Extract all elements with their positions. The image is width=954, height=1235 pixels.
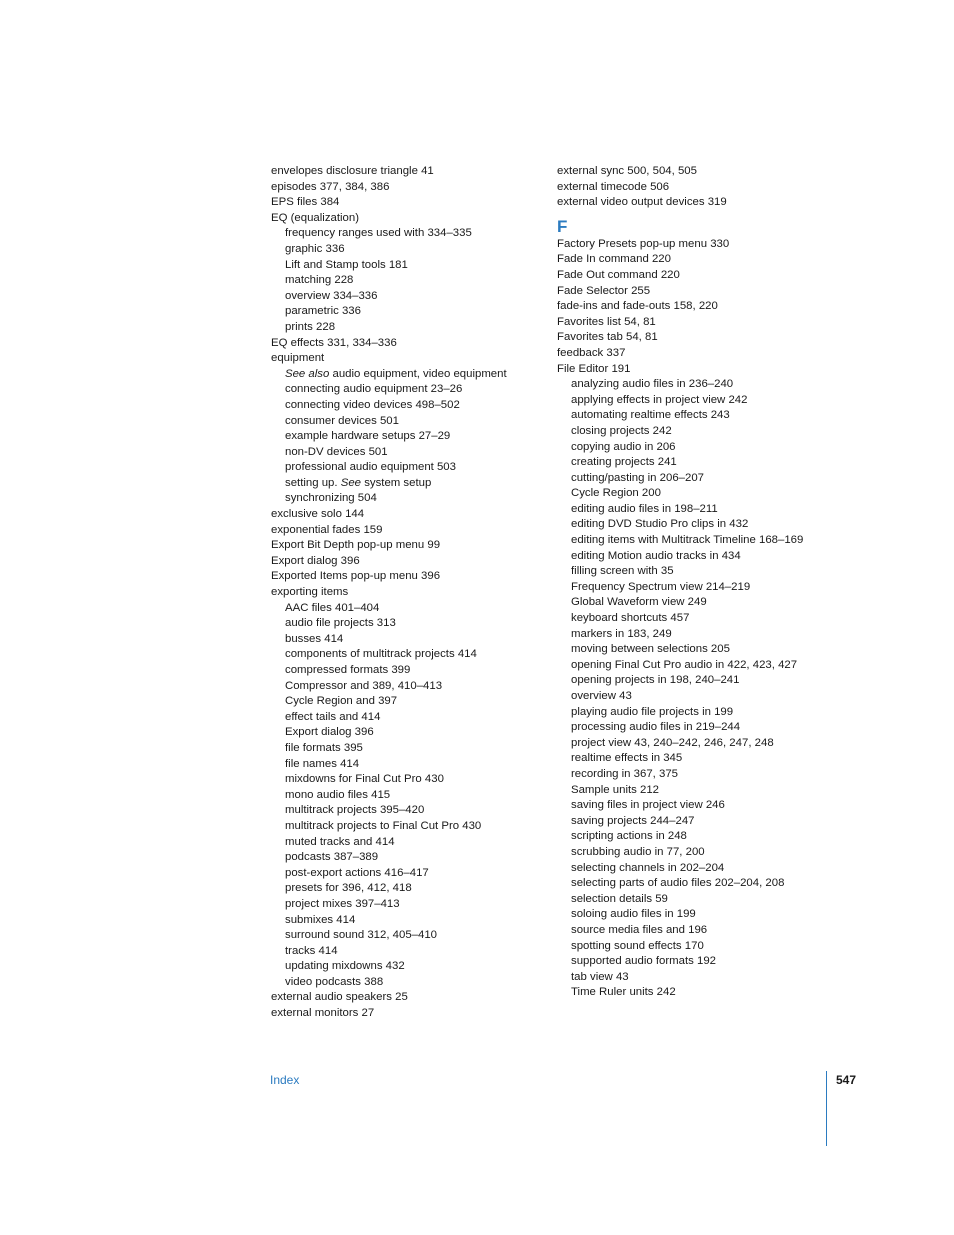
index-subentry: submixes 414 — [285, 913, 356, 926]
section-letter-f: F — [557, 216, 568, 236]
index-subentry: source media files and 196 — [571, 923, 708, 936]
index-subentry: components of multitrack projects 414 — [285, 648, 477, 661]
index-subentry: example hardware setups 27–29 — [285, 430, 451, 443]
index-entry: Exported Items pop-up menu 396 — [271, 570, 441, 583]
index-entry: Export dialog 396 — [271, 554, 360, 567]
index-subentry: selecting channels in 202–204 — [571, 861, 725, 874]
index-subentry: project mixes 397–413 — [285, 897, 400, 910]
index-subentry: updating mixdowns 432 — [285, 960, 405, 973]
index-subentry: copying audio in 206 — [571, 440, 676, 453]
index-group-f — [557, 237, 847, 1001]
index-entry: external timecode 506 — [557, 180, 670, 193]
index-subentry: video podcasts 388 — [285, 975, 384, 988]
index-subentry: synchronizing 504 — [285, 492, 377, 505]
index-subentry: audio file projects 313 — [285, 617, 396, 630]
index-subentry: Sample units 212 — [571, 783, 660, 796]
index-subentry: Cycle Region and 397 — [285, 695, 398, 708]
index-subentry: scripting actions in 248 — [571, 830, 687, 843]
index-subentry: editing items with Multitrack Timeline 168–169 — [571, 534, 804, 547]
index-subentry: recording in 367, 375 — [571, 767, 679, 780]
index-subentry: keyboard shortcuts 457 — [571, 612, 690, 625]
index-subentry: selecting parts of audio files 202–204, 208 — [571, 877, 785, 890]
index-entry: external audio speakers 25 — [271, 991, 408, 1004]
index-subentry: connecting video devices 498–502 — [285, 398, 460, 411]
index-subentry: Cycle Region 200 — [571, 487, 661, 500]
index-subentry: markers in 183, 249 — [571, 627, 672, 640]
index-subentry: opening Final Cut Pro audio in 422, 423, 427 — [571, 658, 798, 671]
index-entry: Fade Out command 220 — [557, 268, 680, 281]
index-entry: EQ effects 331, 334–336 — [271, 336, 397, 349]
index-subentry: creating projects 241 — [571, 456, 677, 469]
index-entry: Export Bit Depth pop-up menu 99 — [271, 539, 441, 552]
index-column-right — [557, 164, 847, 1001]
index-subentry: Global Waveform view 249 — [571, 596, 707, 609]
index-entry: Fade Selector 255 — [557, 284, 651, 297]
index-subentry: analyzing audio files in 236–240 — [571, 378, 734, 391]
index-entry: Favorites list 54, 81 — [557, 315, 656, 328]
index-subentry: muted tracks and 414 — [285, 835, 395, 848]
index-subentry: AAC files 401–404 — [285, 601, 380, 614]
index-subentry: See also audio equipment, video equipment — [285, 367, 507, 380]
index-subentry: supported audio formats 192 — [571, 955, 717, 968]
index-entry: envelopes disclosure triangle 41 — [271, 165, 434, 177]
index-subentry: post-export actions 416–417 — [285, 866, 429, 879]
index-entry: Fade In command 220 — [557, 253, 671, 266]
index-subentry: setting up. See system setup — [285, 476, 432, 489]
index-entry: external sync 500, 504, 505 — [557, 165, 697, 177]
index-subentry: Lift and Stamp tools 181 — [285, 258, 408, 271]
index-entry: feedback 337 — [557, 346, 626, 359]
index-subentry: tab view 43 — [571, 970, 629, 983]
index-subentry: mixdowns for Final Cut Pro 430 — [285, 773, 444, 786]
index-subentry: mono audio files 415 — [285, 788, 391, 801]
index-subentry: compressed formats 399 — [285, 664, 411, 676]
index-subentry: processing audio files in 219–244 — [571, 721, 741, 734]
footer-divider-line — [826, 1071, 827, 1146]
index-subentry: selection details 59 — [571, 892, 668, 905]
index-subentry: presets for 396, 412, 418 — [285, 882, 412, 895]
index-subentry: moving between selections 205 — [571, 643, 730, 656]
footer-section-label: Index — [270, 1073, 300, 1087]
index-subentry: overview 43 — [571, 690, 632, 702]
index-entry: fade-ins and fade-outs 158, 220 — [557, 300, 718, 313]
index-subentry: prints 228 — [285, 320, 336, 333]
index-subentry: cutting/pasting in 206–207 — [571, 471, 704, 484]
index-subentry: playing audio file projects in 199 — [571, 705, 734, 718]
index-subentry: saving files in project view 246 — [571, 799, 725, 812]
index-entry: Favorites tab 54, 81 — [557, 331, 658, 344]
index-entry: EQ (equalization) — [271, 211, 360, 224]
index-column-left — [271, 164, 541, 1022]
index-subentry: closing projects 242 — [571, 424, 672, 437]
index-subentry: graphic 336 — [285, 242, 345, 255]
index-subentry: multitrack projects to Final Cut Pro 430 — [285, 819, 482, 832]
index-subentry: overview 334–336 — [285, 289, 378, 302]
index-entry: external monitors 27 — [271, 1007, 375, 1020]
index-entry: EPS files 384 — [271, 196, 340, 209]
index-subentry: Time Ruler units 242 — [571, 986, 676, 999]
index-subentry: busses 414 — [285, 632, 344, 645]
index-entry: exponential fades 159 — [271, 523, 383, 536]
index-subentry: realtime effects in 345 — [571, 752, 683, 765]
index-group-e-continued — [557, 164, 847, 211]
index-subentry: project view 43, 240–242, 246, 247, 248 — [571, 736, 774, 749]
index-subentry: file formats 395 — [285, 741, 363, 754]
index-subentry: parametric 336 — [285, 305, 361, 318]
index-subentry: filling screen with 35 — [571, 565, 674, 578]
index-subentry: editing DVD Studio Pro clips in 432 — [571, 518, 749, 531]
index-entry: File Editor 191 — [557, 362, 631, 375]
index-subentry: tracks 414 — [285, 944, 338, 957]
index-subentry: soloing audio files in 199 — [571, 908, 696, 921]
index-entry: exclusive solo 144 — [271, 508, 365, 521]
index-subentry: file names 414 — [285, 757, 360, 770]
index-subentry: professional audio equipment 503 — [285, 461, 456, 474]
index-entry: Factory Presets pop-up menu 330 — [557, 237, 730, 250]
index-entry: external video output devices 319 — [557, 196, 727, 209]
index-entry: equipment — [271, 352, 325, 365]
index-subentry: connecting audio equipment 23–26 — [285, 383, 463, 396]
index-subentry: multitrack projects 395–420 — [285, 804, 425, 817]
page-number: 547 — [836, 1073, 857, 1087]
index-subentry: frequency ranges used with 334–335 — [285, 227, 472, 240]
index-subentry: scrubbing audio in 77, 200 — [571, 845, 705, 858]
index-subentry: editing audio files in 198–211 — [571, 502, 718, 515]
index-subentry: effect tails and 414 — [285, 710, 381, 723]
index-subentry: non-DV devices 501 — [285, 445, 388, 458]
index-subentry: automating realtime effects 243 — [571, 409, 730, 422]
index-subentry: Export dialog 396 — [285, 726, 374, 739]
index-subentry: Frequency Spectrum view 214–219 — [571, 580, 751, 593]
index-subentry: saving projects 244–247 — [571, 814, 695, 827]
index-subentry: surround sound 312, 405–410 — [285, 929, 437, 942]
index-subentry: editing Motion audio tracks in 434 — [571, 549, 741, 562]
index-subentry: consumer devices 501 — [285, 414, 399, 427]
index-subentry: opening projects in 198, 240–241 — [571, 674, 740, 687]
index-subentry: applying effects in project view 242 — [571, 393, 748, 406]
index-subentry: podcasts 387–389 — [285, 851, 379, 864]
index-entry: exporting items — [271, 586, 349, 599]
index-entry: episodes 377, 384, 386 — [271, 180, 390, 193]
index-subentry: spotting sound effects 170 — [571, 939, 704, 952]
index-subentry: matching 228 — [285, 274, 354, 287]
index-subentry: Compressor and 389, 410–413 — [285, 679, 443, 692]
